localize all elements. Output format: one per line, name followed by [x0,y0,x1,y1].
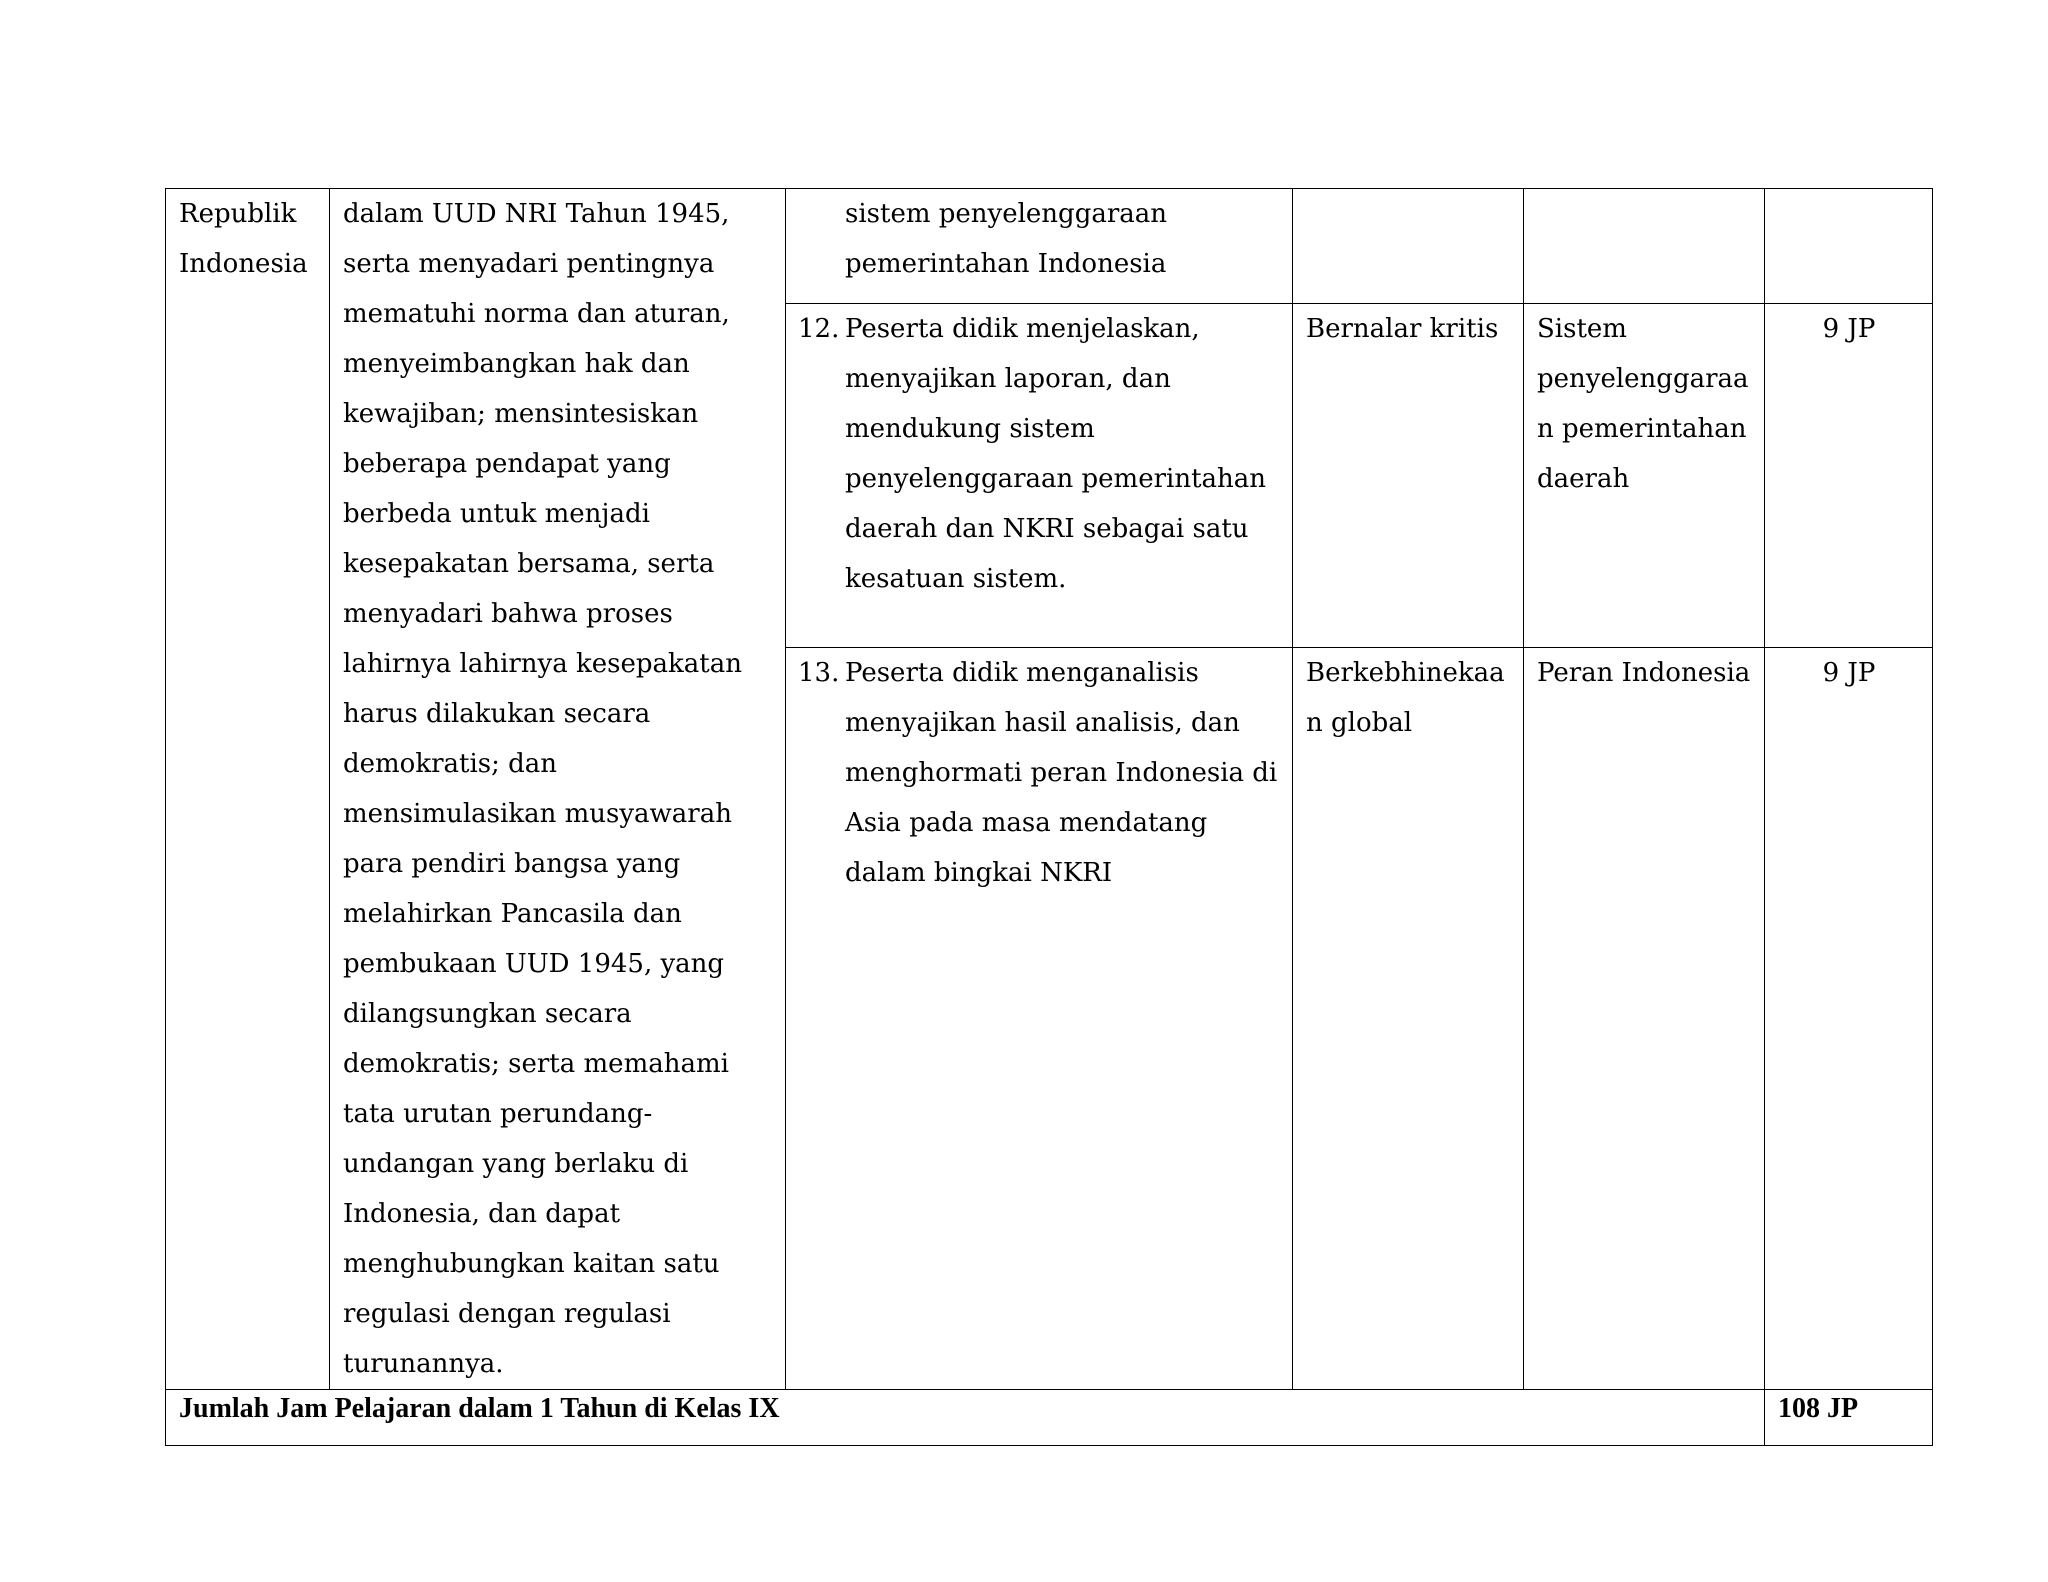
profile-cell [1293,303,1524,647]
profile-text: Berkebhinekaan global [1306,657,1505,738]
objective-continued-cell [786,189,1293,304]
total-label: Jumlah Jam Pelajaran dalam 1 Tahun di Kelas IX [179,1393,780,1424]
topic-text: Peran Indonesia [1537,657,1751,688]
learning-outcome-cell [330,189,786,1390]
topic-cell [1524,647,1765,1389]
objective-cell [786,647,1293,1389]
profile-cell-empty [1293,189,1524,304]
total-value-cell [1765,1390,1933,1446]
objective-continued-text: sistem penyelenggaraan pemerintahan Indonesia [845,199,1168,279]
objective-number: 13. [798,657,840,688]
objective-text: Peserta didik menganalisis menyajikan hasil analisis, dan menghormati peran Indonesia di Asia pada masa mendatang dalam bingkai NKRI [845,657,1278,888]
jp-text: 9 JP [1822,657,1876,688]
objective-text: Peserta didik menjelaskan, menyajikan laporan, dan mendukung sistem penyelenggaraan pemerintahan daerah dan NKRI sebagai satu kesatuan sistem. [845,313,1267,594]
jp-cell-empty [1765,189,1933,304]
topic-cell-empty [1524,189,1765,304]
profile-cell [1293,647,1524,1389]
element-cell [166,189,330,1390]
total-value: 108 JP [1778,1393,1859,1424]
topic-cell [1524,303,1765,647]
profile-text: Bernalar kritis [1306,313,1499,344]
total-label-cell [166,1390,1765,1446]
table-row [166,189,1933,304]
learning-outcome-text: dalam UUD NRI Tahun 1945, serta menyadari pentingnya mematuhi norma dan aturan, menyeimbangkan hak dan kewajiban; mensintesiskan beberapa pendapat yang berbeda untuk menjadi kesepakatan bersama, serta menyadari bahwa proses lahirnya lahirnya kesepakatan harus dilakukan secara demokratis; dan mensimulasikan musyawarah para pendiri bangsa yang melahirkan Pancasila dan pembukaan UUD 1945, yang dilangsungkan secara demokratis; serta memahami tata urutan perundang-undangan yang berlaku di Indonesia, dan dapat menghubungkan kaitan satu regulasi dengan regulasi turunannya. [343,199,742,1379]
total-row [166,1390,1933,1446]
topic-text: Sistem penyelenggaraan pemerintahan daerah [1537,313,1749,494]
objective-number: 12. [798,313,840,344]
jp-cell [1765,647,1933,1389]
jp-text: 9 JP [1822,313,1876,344]
element-text: Republik Indonesia [179,199,308,279]
jp-cell [1765,303,1933,647]
objective-cell [786,303,1293,647]
curriculum-table [165,188,1933,1446]
